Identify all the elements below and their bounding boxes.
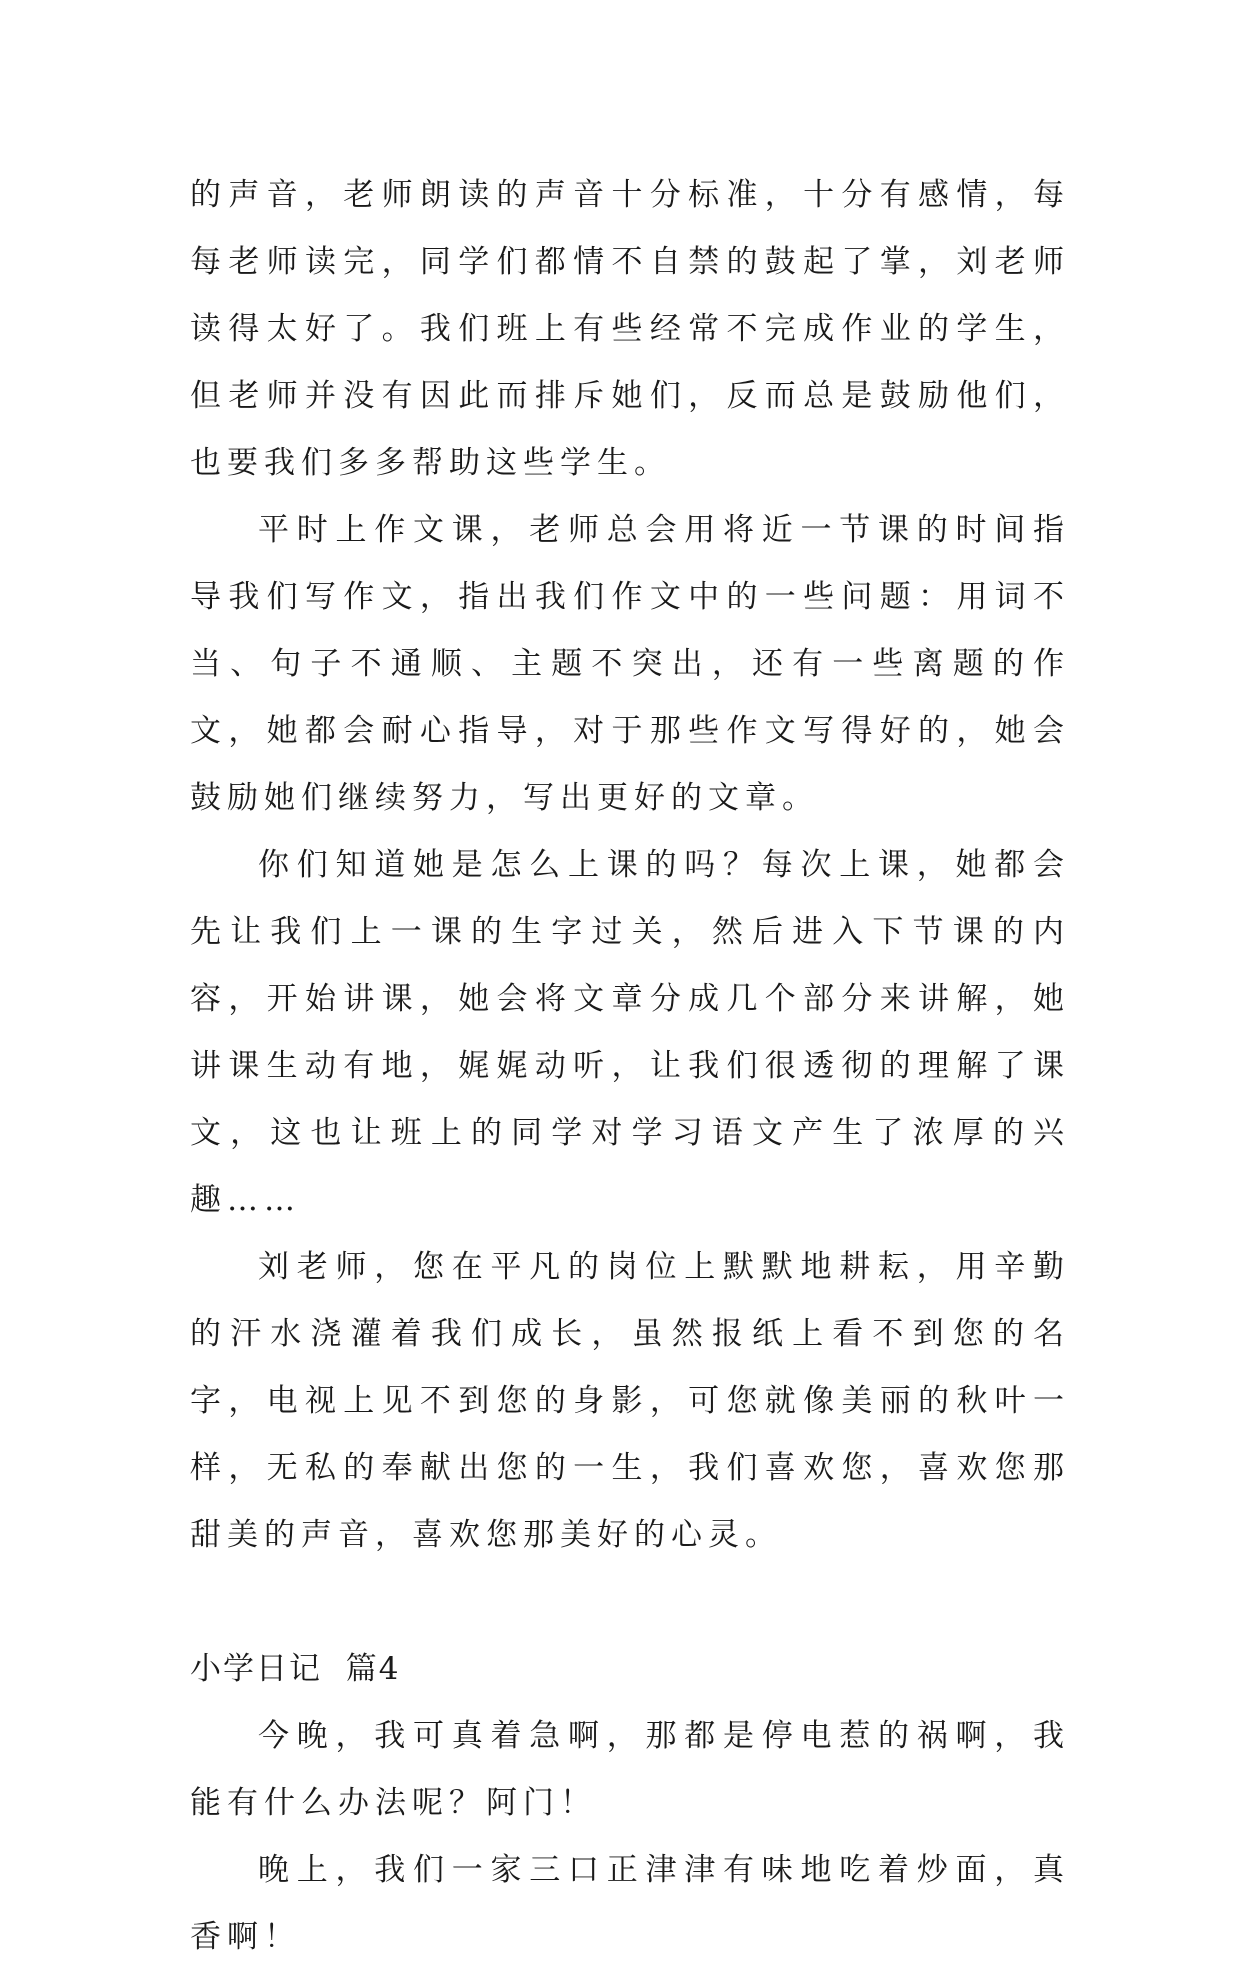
paragraph-power-outage: 今晚，我可真着急啊，那都是停电惹的祸啊，我能有什么办法呢？阿门！ <box>190 1718 1070 1821</box>
document-body <box>190 162 1070 1971</box>
paragraph-teacher-voice: 的声音，老师朗读的声音十分标准，十分有感情，每每老师读完，同学们都情不自禁的鼓起了掌，刘老师读得太好了。我们班上有些经常不完成作业的学生，但老师并没有因此而排斥她们，反而总是鼓励他们，也要我们多多帮助这些学生。 <box>190 177 1070 481</box>
section-title: 小学日记 篇4 <box>190 1651 401 1687</box>
paragraph-tribute: 刘老师，您在平凡的岗位上默默地耕耘，用辛勤的汗水浇灌着我们成长，虽然报纸上看不到您的名字，电视上见不到您的身影，可您就像美丽的秋叶一样，无私的奉献出您的一生，我们喜欢您，喜欢您那甜美的声音，喜欢您那美好的心灵。 <box>190 1249 1070 1553</box>
paragraph-lesson-method: 你们知道她是怎么上课的吗？每次上课，她都会先让我们上一课的生字过关，然后进入下节课的内容，开始讲课，她会将文章分成几个部分来讲解，她讲课生动有地，娓娓动听，让我们很透彻的理解了课文，这也让班上的同学对学习语文产生了浓厚的兴趣…… <box>190 847 1070 1218</box>
paragraph-dinner: 晚上，我们一家三口正津津有味地吃着炒面，真香啊！ <box>190 1852 1070 1955</box>
paragraph-composition-class: 平时上作文课，老师总会用将近一节课的时间指导我们写作文，指出我们作文中的一些问题：用词不当、句子不通顺、主题不突出，还有一些离题的作文，她都会耐心指导，对于那些作文写得好的，她会鼓励她们继续努力，写出更好的文章。 <box>190 512 1070 816</box>
